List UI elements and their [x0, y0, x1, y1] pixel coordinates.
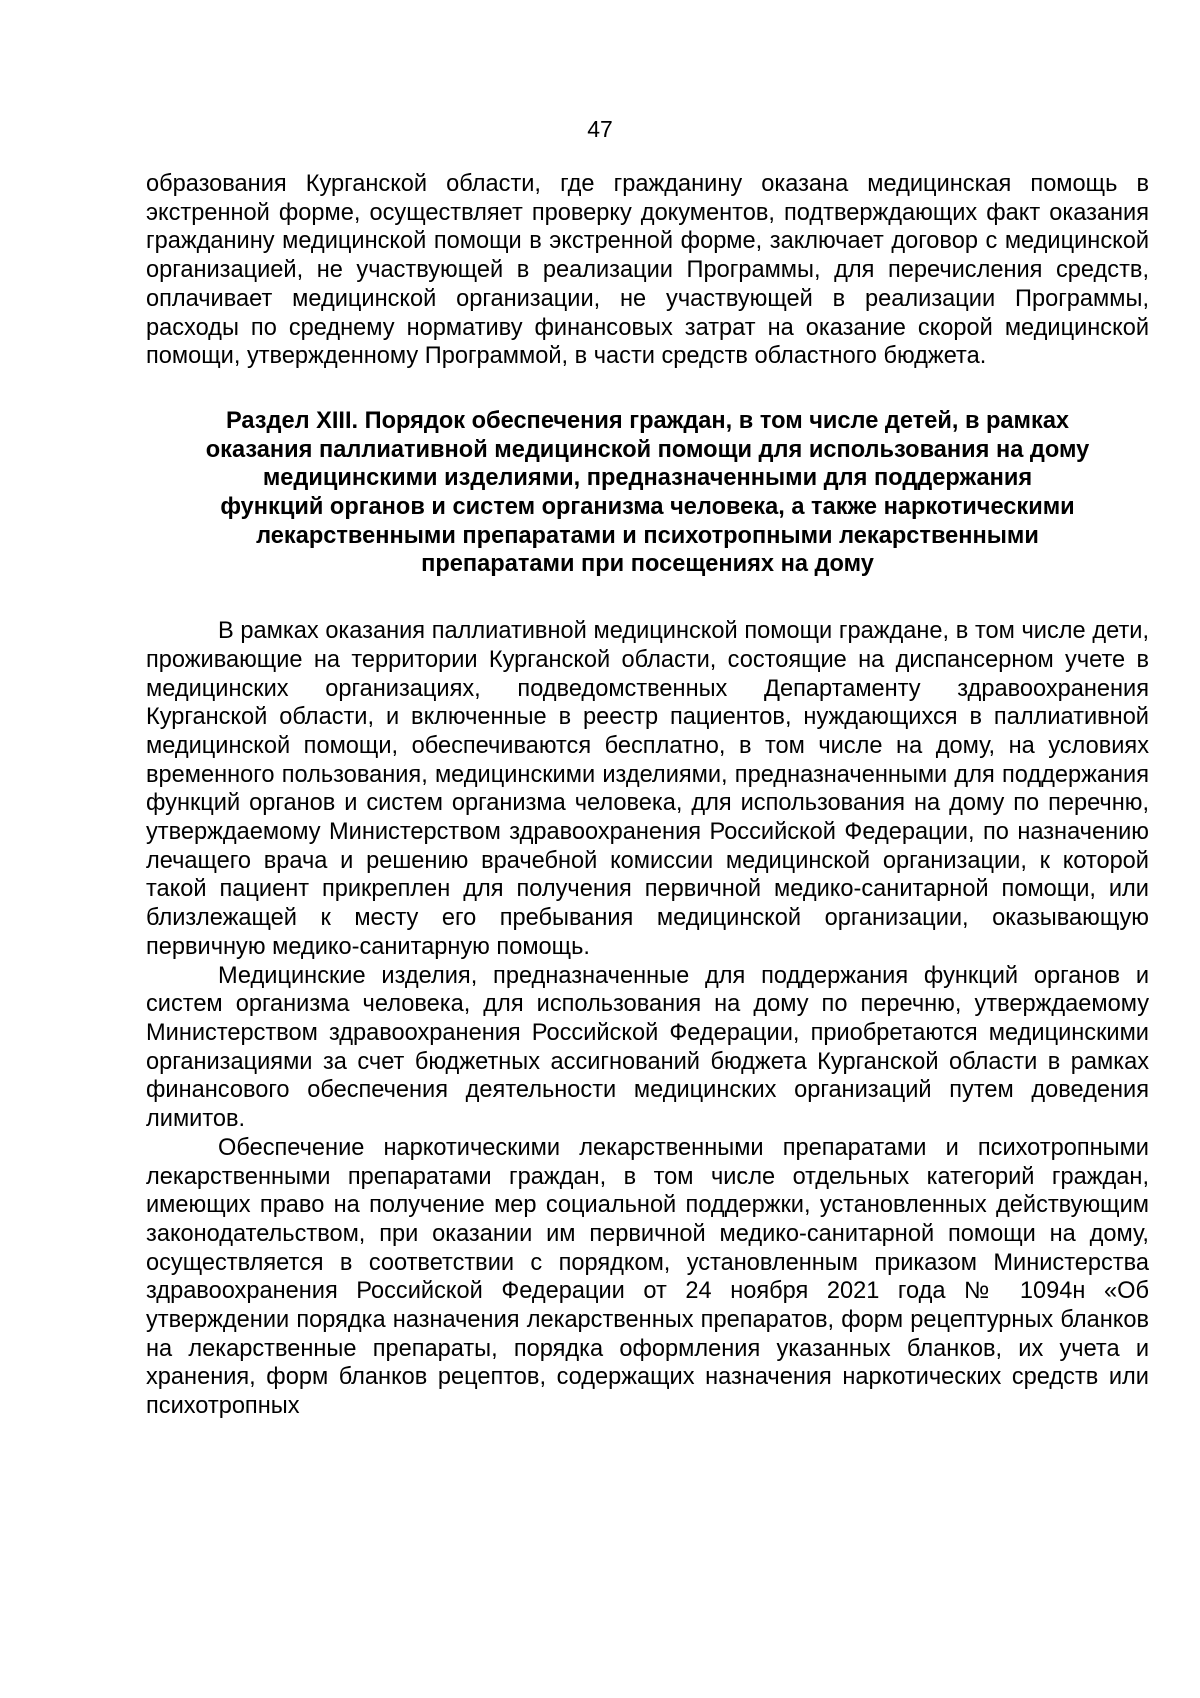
paragraph-continuation: образования Курганской области, где гражданину оказана медицинская помощь в экстренной форме, осуществляет проверку документов, подтверждающих факт оказания гражданину медицинской помощи в экстренной форме, заключает договор с медицинской организацией, не участвующей в реализации Программы, для перечисления средств, оплачивает медицинской организации, не участвующей в реализации Программы, расходы по среднему нормативу финансовых затрат на оказание скорой медицинской помощи, утвержденному Программой, в части средств областного бюджета.	[146, 171, 1149, 370]
section-heading-line: оказания паллиативной медицинской помощи для использования на дому	[205, 436, 1090, 463]
section-heading-line: функций органов и систем организма человека, а также наркотическими	[220, 494, 1075, 521]
section-heading-line: лекарственными препаратами и психотропными лекарственными	[256, 522, 1039, 549]
paragraph-medical-devices: Медицинские изделия, предназначенные для поддержания функций органов и систем организма человека, для использования на дому по перечню, утверждаемому Министерством здравоохранения Российской Федерации, приобретаются медицинскими организациями за счет бюджетных ассигнований бюджета Курганской области в рамках финансового обеспечения деятельности медицинских организаций путем доведения лимитов.	[146, 962, 1149, 1133]
page-number: 47	[587, 116, 613, 142]
paragraph-palliative-care: В рамках оказания паллиативной медицинской помощи граждане, в том числе дети, проживающие на территории Курганской области, состоящие на диспансерном учете в медицинских организациях, подведомственных Департаменту здравоохранения Курганской области, и включенные в реестр пациентов, нуждающихся в паллиативной медицинской помощи, обеспечиваются бесплатно, в том числе на дому, на условиях временного пользования, медицинскими изделиями, предназначенными для поддержания функций органов и систем организма человека, для использования на дому по перечню, утверждаемому Министерством здравоохранения Российской Федерации, по назначению лечащего врача и решению врачебной комиссии медицинской организации, к которой такой пациент прикреплен для получения первичной медико-санитарной помощи, или близлежащей к месту его пребывания медицинской организации, оказывающую первичную медико-санитарную помощь.	[146, 618, 1149, 960]
section-heading-line: Раздел XIII. Порядок обеспечения граждан, в том числе детей, в рамках	[225, 407, 1070, 434]
paragraph-narcotic-drugs: Обеспечение наркотическими лекарственными препаратами и психотропными лекарственными препаратами граждан, в том числе отдельных категорий граждан, имеющих право на получение мер социальной поддержки, установленных действующим законодательством, при оказании им первичной медико-санитарной помощи на дому, осуществляется в соответствии с порядком, установленным приказом Министерства здравоохранения Российской Федерации от 24 ноября 2021 года № 1094н «Об утверждении порядка назначения лекарственных препаратов, форм рецептурных бланков на лекарственные препараты, порядка оформления указанных бланков, их учета и хранения, форм бланков рецептов, содержащих назначения наркотических средств или психотропных	[146, 1134, 1149, 1420]
section-heading	[146, 407, 1149, 579]
section-heading-line: медицинскими изделиями, предназначенными для поддержания	[262, 465, 1033, 492]
document-body	[146, 170, 1149, 1421]
section-heading-line: препаратами при посещениях на дому	[421, 551, 874, 578]
